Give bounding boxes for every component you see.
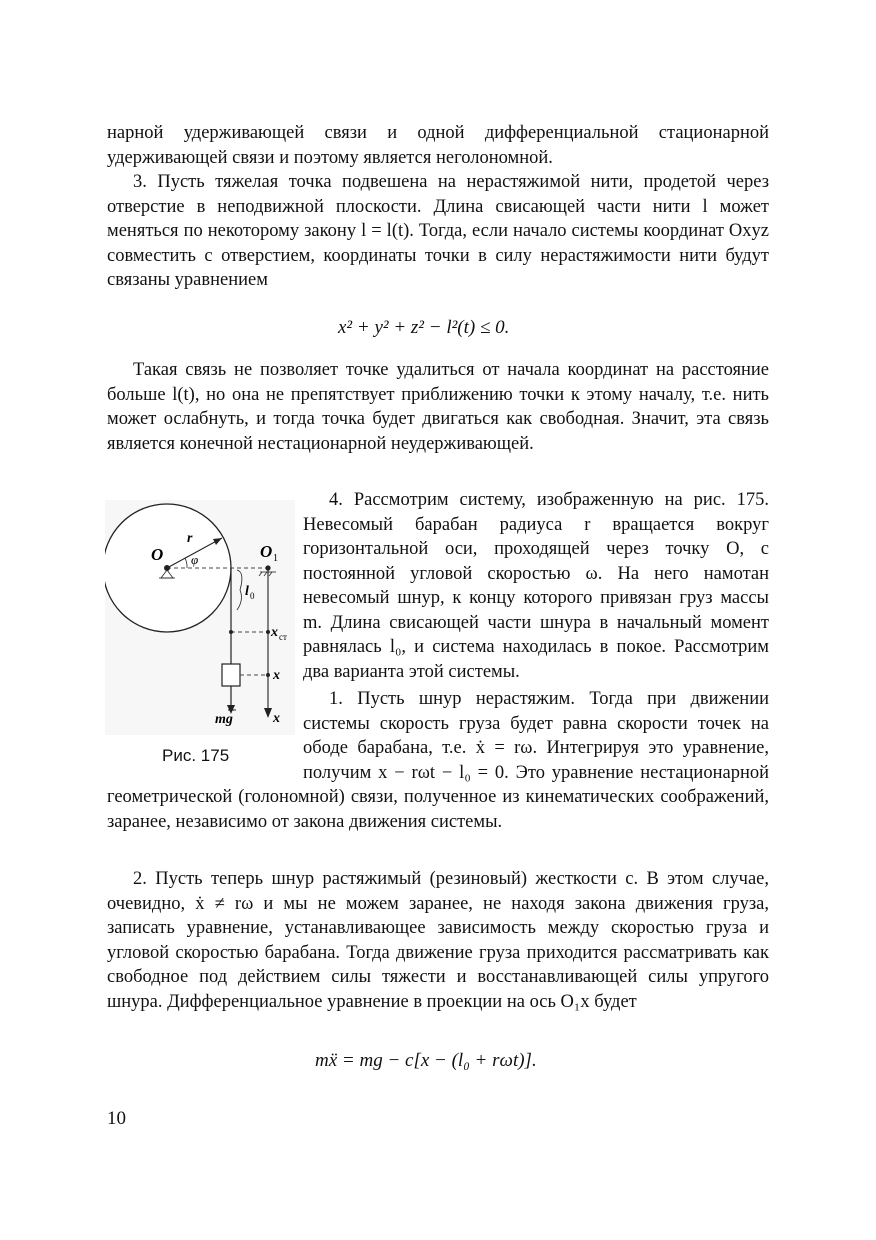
paragraph-constraint-discussion: Такая связь не позволяет точке удалиться от начала координат на расстояние больше l(t), но она не препятствует приближению точки к этому началу, т.е. нить может ослабнуть, и тогда точка будет двигаться как свободная. Значит, эта связь является конечной нестационарной неудерживающей. [107,360,769,454]
label-O1-sub: 1 [273,553,278,564]
label-x-mid: x [273,668,280,683]
label-l0-sub: 0 [250,591,255,601]
paragraph-example-3: 3. Пусть тяжелая точка подвешена на нерастяжимой нити, продетой через отверстие в неподвижной плоскости. Длина свисающей части нити l может меняться по некоторому закону l = l(t). Тогда, если начало системы координат Oxyz совместить с отверстием, координаты точки в силу нерастяжимости нити будут связаны уравнением [107,172,769,290]
label-phi: φ [191,552,199,567]
equation-motion: mẍ = mg − c[x − (l₀ + rωt)]. [315,1050,537,1071]
figure-wrap-spacer [107,687,303,785]
paragraph-continuation: нарной удерживающей связи и одной дифференциальной стационарной удерживающей связи и поэтому является неголономной. [107,123,769,168]
label-xst-sub: ст [279,632,287,642]
label-O1: O [260,542,273,561]
equation-constraint-1: x² + y² + z² − l²(t) ≤ 0. [338,317,510,338]
page-number: 10 [107,1108,126,1129]
label-x-axis: x [273,711,280,726]
load-box [222,664,240,686]
label-mg: mg [215,712,233,727]
label-l0: l [245,584,249,599]
figure-caption: Рис. 175 [162,746,230,765]
label-O: O [151,545,164,564]
label-xst: x [271,625,278,640]
paragraph-case-1: 1. Пусть шнур нерастяжим. Тогда при движении системы скорость груза будет равна скорости точек на ободе барабана, т.е. ẋ = rω. Интегрируя это уравнение, получим x − rωt − l₀ = 0. Это уравнение нестационарной геометрической (голономной) связи, полученное из кинематических соображений, заранее, независимо от закона движения системы. [107,689,769,832]
paragraph-case-2: 2. Пусть теперь шнур растяжимый (резиновый) жесткости c. В этом случае, очевидно, ẋ ≠ rω и мы не можем заранее, не находя закона движения груза, записать уравнение, устанавливающее зависимость между скоростью груза и угловой скоростью барабана. Тогда движение груза приходится рассматривать как свободное под действием силы тяжести и восстанавливающей силы упругого шнура. Дифференциальное уравнение в проекции на ось O₁x будет [107,869,769,1012]
label-r: r [187,531,193,546]
paragraph-example-4: 4. Рассмотрим систему, изображенную на рис. 175. Невесомый барабан радиуса r вращается вокруг горизонтальной оси, проходящей через точку O, с постоянной угловой скоростью ω. На него намотан невесомый шнур, к концу которого привязан груз массы m. Длина свисающей части шнура в начальный момент равнялась l₀, и система находилась в покое. Рассмотрим два варианта этой системы. [303,490,769,682]
